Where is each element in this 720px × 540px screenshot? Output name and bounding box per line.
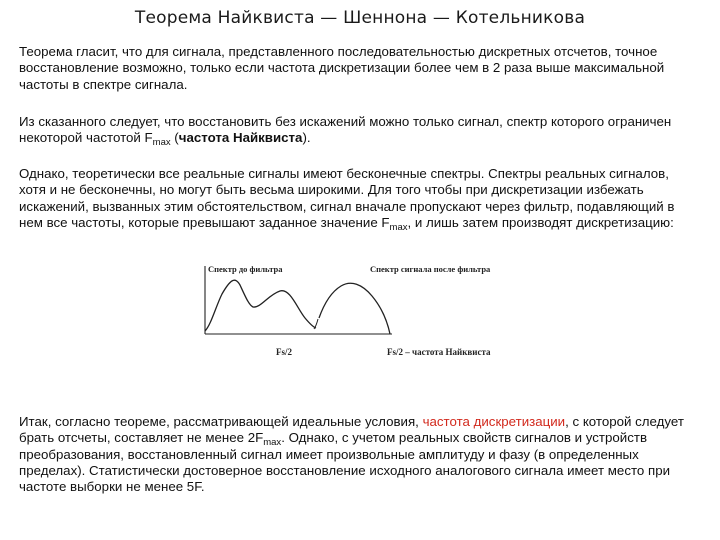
paragraph-nyquist-frequency (19, 114, 687, 147)
para4-text-a: Итак, согласно теореме, рассматривающей идеальные условия, (19, 414, 423, 429)
para3-text-b: , и лишь затем производят дискретизацию: (407, 214, 674, 230)
para2-subscript: max (152, 137, 171, 149)
sampling-frequency-term: частота дискретизации (422, 414, 566, 429)
spectrum-figure (200, 258, 530, 368)
para2-text-a: Из сказанного следует, что восстановить без искажений можно только сигнал, спектр которого ограничен некоторой частотой F (19, 114, 672, 146)
para4-subscript: max (263, 437, 282, 449)
paragraph-theorem-statement: Теорема гласит, что для сигнала, представленного последовательностью дискретных отсчетов, точное восстановление возможно, только если частота дискретизации более чем в 2 раза выше максимальной частоты в спектре сигнала. (19, 44, 665, 92)
nyquist-frequency-term: частота Найквиста (178, 130, 303, 146)
tick-fs-half: Fs/2 (276, 347, 293, 357)
spectrum-curve-before-filter (205, 280, 316, 331)
label-before-filter: Спектр до фильтра (208, 264, 283, 274)
paragraph-antialias-filter (19, 166, 687, 231)
para4-text-b: , с которой следует брать отсчеты, составляет не менее 2F (19, 414, 684, 446)
para4-text-c: . Однако, с учетом реальных свойств сигналов и устройств преобразования, восстановленный сигнал имеет произвольные амплитуду и фазу (в определенных пределах). Статистически достоверное восстановление исходного аналогового сигнала имеет место при частоте выборки не менее 5F. (19, 430, 671, 495)
paragraph-conclusion (19, 414, 687, 495)
spectrum-diagram (200, 258, 530, 368)
label-after-filter: Спектр сигнала после фильтра (370, 264, 491, 274)
tick-nyquist: Fs/2 – частота Найквиста (387, 347, 491, 357)
spectrum-curve-after-filter (319, 283, 390, 334)
page-title: Теорема Найквиста — Шеннона — Котельникова (134, 8, 586, 28)
para2-text-c: ). (302, 130, 311, 146)
para3-subscript: max (389, 221, 408, 233)
para3-text-a: Однако, теоретически все реальные сигналы имеют бесконечные спектры. Спектры реальных сигналов, хотя и не бесконечны, но могут быть весьма широкими. Для того чтобы при дискретизации избежать искажений, вызванных этим обстоятельством, сигнал вначале пропускают через фильтр, подавляющий в нем все частоты, которые превышают заданное значение F (19, 166, 675, 230)
para2-text-b: ( (170, 130, 179, 146)
